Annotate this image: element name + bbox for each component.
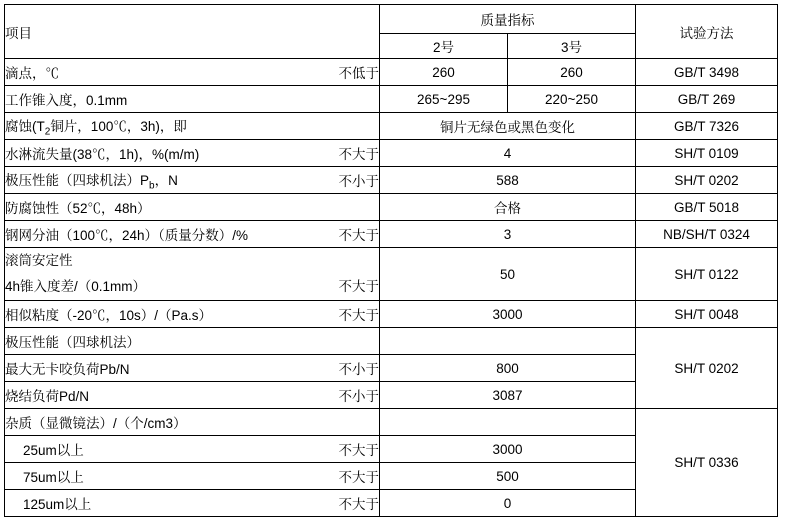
- header-grade-2: 2号: [380, 34, 508, 59]
- value-span-empty: [380, 409, 636, 436]
- item-qualifier: 不小于: [338, 174, 379, 189]
- table-row-group-title: [5, 328, 778, 355]
- test-method: GB/T 7326: [636, 113, 778, 140]
- item-name-line-1: 滚筒安定性: [5, 253, 73, 268]
- row-item-cell: [5, 167, 380, 194]
- item-qualifier: 不大于: [338, 279, 379, 294]
- row-item-cell: [5, 59, 380, 86]
- item-name: 工作锥入度，0.1mm: [5, 93, 128, 108]
- specification-table: [4, 4, 778, 517]
- value-span: 4: [380, 140, 636, 167]
- test-method: SH/T 0202: [636, 167, 778, 194]
- item-qualifier: 不小于: [338, 362, 379, 377]
- row-item-cell: [5, 86, 380, 113]
- value-span: 3000: [380, 301, 636, 328]
- row-item-cell: [5, 140, 380, 167]
- value-span: 500: [380, 463, 636, 490]
- test-method: GB/T 5018: [636, 194, 778, 221]
- table-row: [5, 194, 778, 221]
- item-name: 钢网分油（100℃，24h）（质量分数）/%: [5, 228, 249, 243]
- value-span: 3: [380, 221, 636, 248]
- group-title: 极压性能（四球机法）: [5, 335, 140, 350]
- table-row: [5, 59, 778, 86]
- value-grade-3: 260: [508, 59, 636, 86]
- item-name: 腐蚀($T_2$铜片，100℃，3h)，即: [5, 118, 187, 138]
- row-item-cell: [5, 194, 380, 221]
- row-item-cell: [5, 409, 380, 436]
- table-row: [5, 113, 778, 140]
- item-qualifier: 不大于: [338, 443, 379, 458]
- item-qualifier: 不小于: [338, 389, 379, 404]
- value-span: 0: [380, 490, 636, 517]
- header-quality-index: 质量指标: [380, 5, 636, 34]
- item-name: 125um以上: [23, 497, 92, 512]
- item-qualifier: 不低于: [338, 66, 379, 81]
- item-qualifier: 不大于: [338, 497, 379, 512]
- value-grade-2: 260: [380, 59, 508, 86]
- item-name: 防腐蚀性（52℃，48h）: [5, 201, 151, 216]
- table-header-row: [5, 5, 778, 34]
- row-item-cell: [5, 248, 380, 301]
- row-item-cell: [5, 301, 380, 328]
- test-method: NB/SH/T 0324: [636, 221, 778, 248]
- item-name: 25um以上: [23, 443, 84, 458]
- item-qualifier: 不大于: [338, 147, 379, 162]
- test-method: SH/T 0109: [636, 140, 778, 167]
- value-grade-2: 265~295: [380, 86, 508, 113]
- item-name: 滴点，℃: [5, 66, 59, 81]
- value-span-empty: [380, 328, 636, 355]
- table-row: [5, 140, 778, 167]
- test-method: GB/T 269: [636, 86, 778, 113]
- item-name: 最大无卡咬负荷Pb/N: [5, 362, 130, 377]
- item-name: 75um以上: [23, 470, 84, 485]
- row-item-cell: [5, 221, 380, 248]
- test-method: GB/T 3498: [636, 59, 778, 86]
- item-qualifier: 不大于: [338, 470, 379, 485]
- row-item-cell: [5, 463, 380, 490]
- row-item-cell: [5, 328, 380, 355]
- row-item-cell: [5, 113, 380, 140]
- item-name: 水淋流失量(38℃，1h)，%(m/m): [5, 147, 200, 162]
- item-qualifier: 不大于: [338, 308, 379, 323]
- item-name: 极压性能（四球机法）$P_b$，N: [5, 172, 178, 192]
- item-qualifier: 不大于: [338, 228, 379, 243]
- header-grade-3: 3号: [508, 34, 636, 59]
- value-span: 50: [380, 248, 636, 301]
- group-title: 杂质（显微镜法）/（个/cm3）: [5, 416, 187, 431]
- table-row: [5, 301, 778, 328]
- row-item-cell: [5, 382, 380, 409]
- table-row: [5, 86, 778, 113]
- row-item-cell: [5, 436, 380, 463]
- value-span: 3000: [380, 436, 636, 463]
- test-method: SH/T 0336: [636, 409, 778, 517]
- table-row: [5, 248, 778, 301]
- header-test-method: 试验方法: [636, 5, 778, 59]
- row-item-cell: [5, 490, 380, 517]
- item-name: 相似粘度（-20℃，10s）/（Pa.s）: [5, 308, 213, 323]
- value-span: 铜片无绿色或黑色变化: [380, 113, 636, 140]
- item-name: 烧结负荷Pd/N: [5, 389, 90, 404]
- value-span: 合格: [380, 194, 636, 221]
- value-span: 3087: [380, 382, 636, 409]
- value-span: 800: [380, 355, 636, 382]
- test-method: SH/T 0122: [636, 248, 778, 301]
- test-method: SH/T 0048: [636, 301, 778, 328]
- table-row: [5, 221, 778, 248]
- table-row-group-title: [5, 409, 778, 436]
- item-name-line-2: 4h锥入度差/（0.1mm）: [5, 279, 147, 294]
- value-span: 588: [380, 167, 636, 194]
- value-grade-3: 220~250: [508, 86, 636, 113]
- table-row: [5, 167, 778, 194]
- test-method: SH/T 0202: [636, 328, 778, 409]
- row-item-cell: [5, 355, 380, 382]
- header-item: 项目: [5, 5, 380, 59]
